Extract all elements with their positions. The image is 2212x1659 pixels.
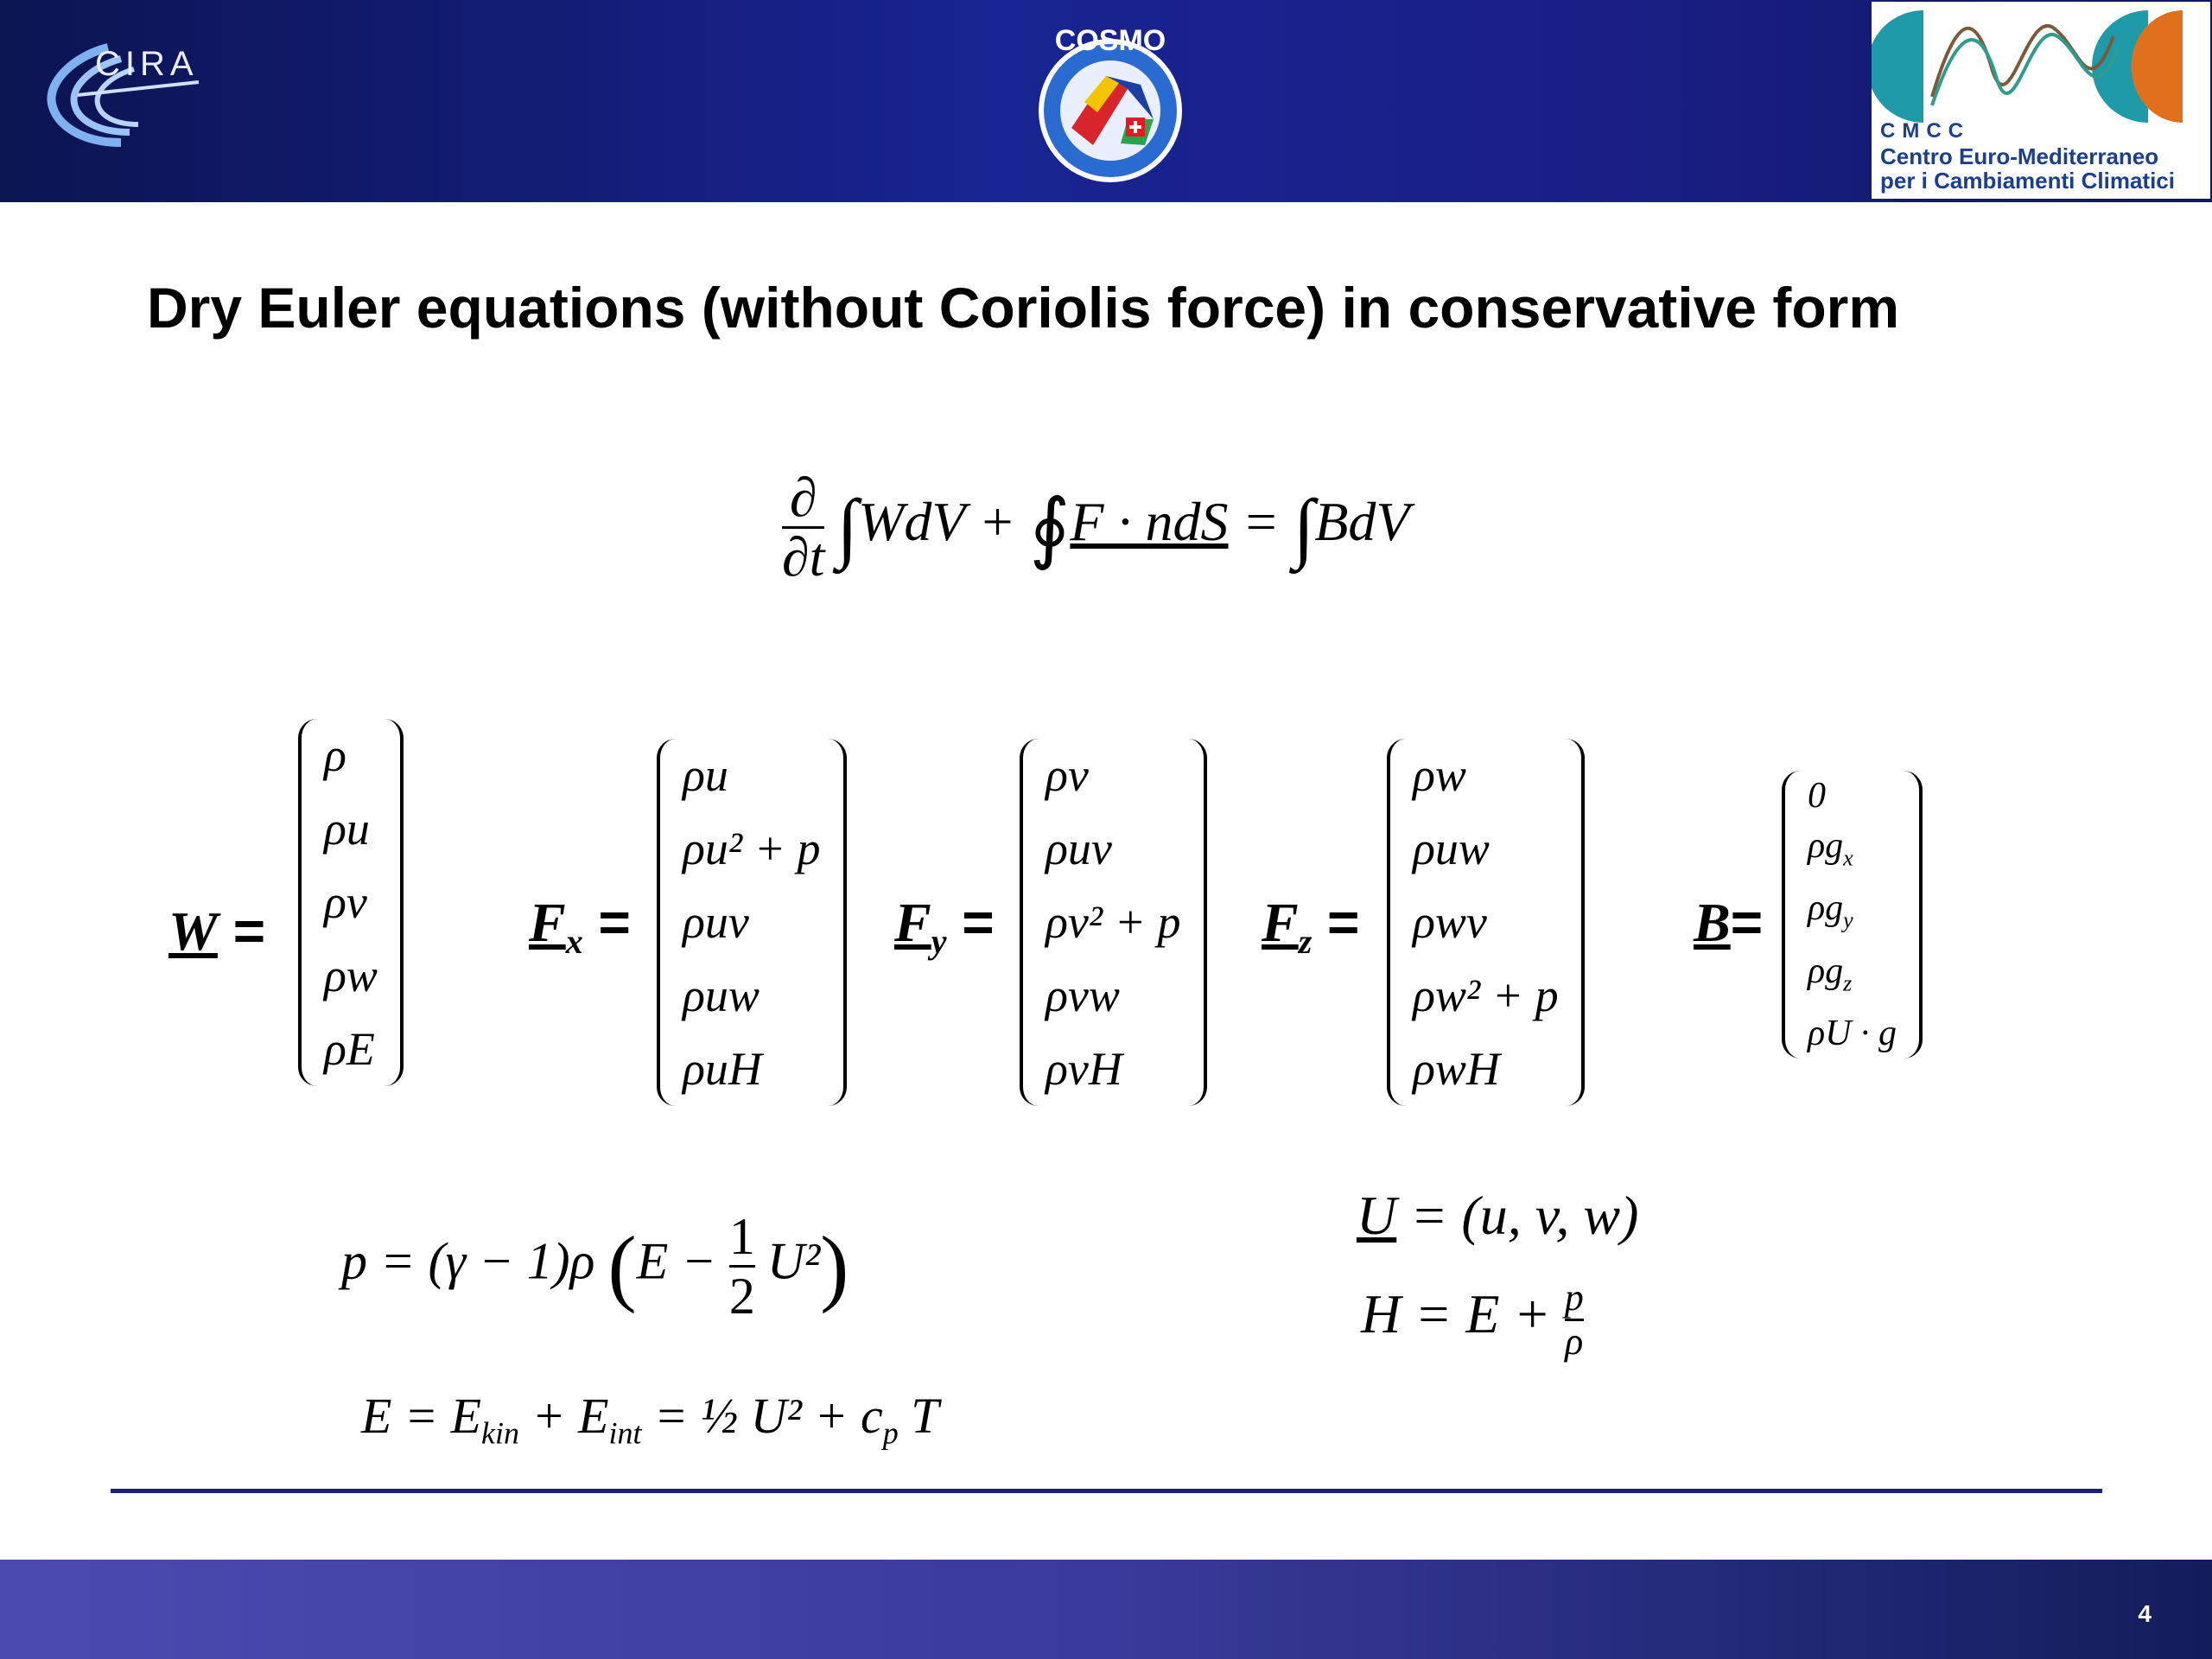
- vector-Fy-cell: ρv² + p: [1046, 896, 1181, 948]
- vector-B-symbol: B: [1694, 892, 1731, 953]
- vector-B-cell: [1808, 946, 1897, 1008]
- vector-Fy-label: [894, 890, 995, 962]
- vector-B-label: [1694, 890, 1763, 955]
- integral-term-2: F · ndS: [1070, 491, 1229, 553]
- vector-W-cell: ρ: [324, 729, 346, 781]
- partial-symbol: ∂: [789, 467, 817, 528]
- footer-band: [0, 1560, 2212, 1659]
- cira-logo-text: CIRA: [95, 45, 199, 83]
- cosmo-logo-text: COSMO: [1054, 24, 1166, 57]
- vector-Fy-cell: ρvw: [1046, 969, 1120, 1021]
- energy-plus: + E: [518, 1388, 609, 1444]
- vector-Fz-label: [1262, 890, 1359, 962]
- vector-B-cell-text: ρg: [1808, 888, 1844, 929]
- volume-integral-sign: ∫: [836, 485, 859, 570]
- vector-B-cell: [1808, 883, 1897, 945]
- equals-sign: =: [1242, 491, 1280, 553]
- cmcc-name-line1: Centro Euro-Mediterraneo: [1880, 143, 2159, 169]
- header-band: [0, 0, 2212, 202]
- vector-B-equals: =: [1730, 891, 1764, 953]
- plus-sign: +: [978, 491, 1016, 553]
- vector-Fz-cell: ρwv: [1413, 896, 1487, 948]
- enthalpy-symbol: H: [1361, 1283, 1402, 1345]
- vector-Fz-cell: ρw² + p: [1413, 969, 1559, 1021]
- footer-divider: [111, 1489, 2102, 1493]
- energy-rest: = ½ U² + c: [641, 1388, 883, 1444]
- one-half-fraction: [729, 1210, 755, 1323]
- vector-Fz-cell: ρuw: [1413, 823, 1490, 874]
- vector-W-cell: ρv: [324, 876, 367, 928]
- pressure-equals: =: [380, 1232, 416, 1290]
- vector-Fz-equals: =: [1327, 891, 1360, 953]
- vector-Fx-label: [529, 890, 631, 962]
- vector-Fx-symbol: F: [529, 892, 566, 953]
- half-numerator: 1: [728, 1208, 755, 1265]
- pressure-U2: U²: [766, 1232, 821, 1290]
- page-number: 4: [2138, 1600, 2152, 1627]
- slide-title: Dry Euler equations (without Coriolis force) in conservative form: [147, 276, 1900, 340]
- vector-Fy: [1020, 739, 1207, 1106]
- vector-Fy-cell: ρuv: [1046, 823, 1112, 874]
- cmcc-full-name: [1880, 144, 2209, 193]
- velocity-definition: [1357, 1184, 1638, 1248]
- velocity-components: = (u, v, w): [1410, 1185, 1639, 1246]
- vector-B-cell-text: ρg: [1808, 950, 1844, 991]
- frac-p: p: [1564, 1276, 1584, 1319]
- vector-B-subscript: z: [1843, 970, 1853, 996]
- integral-term-1: WdV: [858, 491, 965, 553]
- vector-B-cell: 0: [1808, 776, 1826, 816]
- vector-B-cell: [1808, 821, 1897, 883]
- integral-term-3: BdV: [1314, 491, 1410, 553]
- pressure-equation: [341, 1210, 849, 1323]
- time-derivative-fraction: [782, 467, 825, 588]
- vector-W-symbol: W: [168, 900, 218, 962]
- vector-B: [1782, 771, 1923, 1058]
- vector-Fx-cell: ρu: [683, 749, 728, 801]
- vector-Fy-subscript: y: [931, 921, 947, 961]
- surface-integral-sign: ∮: [1029, 486, 1071, 571]
- vector-Fz-cell: ρwH: [1413, 1043, 1500, 1095]
- vector-Fz: [1387, 739, 1585, 1106]
- vector-Fx-cell: ρuw: [683, 969, 760, 1021]
- vector-W-cell: ρu: [324, 803, 370, 855]
- integral-conservation-equation: [782, 467, 1410, 588]
- vector-Fx: [657, 739, 847, 1106]
- vector-Fz-symbol: F: [1262, 892, 1299, 953]
- vector-Fz-subscript: z: [1298, 921, 1313, 961]
- vector-W: [298, 719, 404, 1086]
- vector-W-cell: ρE: [324, 1023, 375, 1075]
- vector-W-cell: ρw: [324, 950, 378, 1001]
- vector-Fx-cell: ρu² + p: [683, 823, 821, 874]
- cmcc-name-line2: per i Cambiamenti Climatici: [1880, 168, 2175, 194]
- cmcc-acronym: CMCC: [1880, 119, 1970, 143]
- enthalpy-definition: [1361, 1276, 1596, 1363]
- vector-W-label: [168, 899, 265, 963]
- cmcc-logo: [1872, 2, 2210, 199]
- energy-int-sub: int: [608, 1415, 642, 1451]
- vector-B-subscript: x: [1843, 845, 1853, 871]
- vector-Fz-cell: ρw: [1413, 749, 1466, 801]
- pressure-close-paren: ): [820, 1218, 849, 1314]
- vector-Fy-cell: ρvH: [1046, 1043, 1122, 1095]
- vector-Fy-equals: =: [962, 891, 995, 953]
- vector-B-cell: ρU · g: [1808, 1014, 1897, 1054]
- cosmo-logo: [1024, 16, 1197, 185]
- vector-Fx-equals: =: [598, 891, 631, 953]
- energy-lhs: E = E: [361, 1388, 481, 1444]
- vector-Fx-cell: ρuv: [683, 896, 749, 948]
- energy-equation: [361, 1387, 939, 1452]
- cmcc-waves-graphic: [1872, 2, 2210, 123]
- vector-Fy-symbol: F: [894, 892, 931, 953]
- half-denominator: 2: [728, 1268, 755, 1325]
- enthalpy-rhs: = E +: [1414, 1283, 1551, 1345]
- velocity-symbol: U: [1357, 1185, 1397, 1246]
- energy-kin-sub: kin: [481, 1415, 519, 1451]
- vector-W-equals: =: [232, 899, 266, 962]
- vector-B-cell-text: ρg: [1808, 826, 1844, 866]
- vector-Fy-cell: ρv: [1046, 749, 1089, 801]
- vector-Fx-subscript: x: [565, 921, 583, 961]
- pressure-rhs-b: E −: [636, 1232, 729, 1290]
- vector-B-subscript: y: [1843, 907, 1853, 933]
- pressure-rhs-a: (γ − 1)ρ: [428, 1232, 595, 1290]
- p-over-rho-fraction: [1564, 1276, 1584, 1363]
- energy-T: T: [898, 1388, 939, 1444]
- pressure-open-paren: (: [607, 1218, 637, 1314]
- partial-t: ∂t: [782, 526, 825, 588]
- pressure-lhs: p: [341, 1232, 367, 1290]
- vector-Fx-cell: ρuH: [683, 1043, 762, 1095]
- energy-cp-sub: p: [882, 1415, 899, 1451]
- frac-rho: ρ: [1565, 1320, 1584, 1363]
- source-integral-sign: ∫: [1293, 485, 1315, 570]
